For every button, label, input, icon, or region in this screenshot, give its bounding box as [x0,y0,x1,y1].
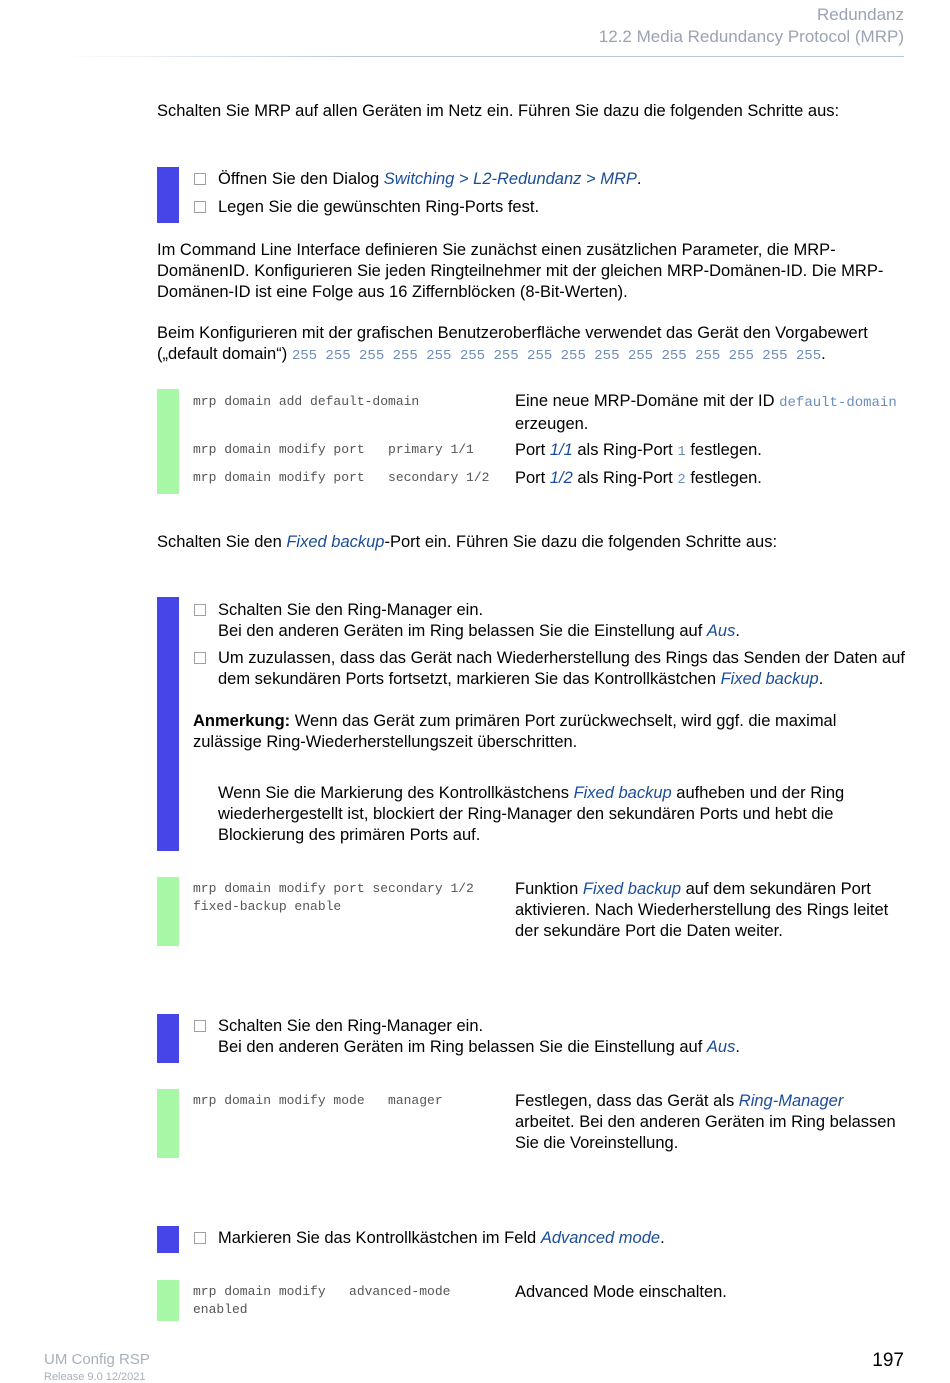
step-subtext: . [735,622,740,640]
header-rule [60,56,904,57]
desc-text: arbeitet. Bei den anderen Geräten im Ring belassen Sie die Voreinstellung. [515,1113,896,1152]
ui-path-link[interactable]: Switching > L2-Redundanz > MRP [383,170,637,188]
step-marker-bar [157,167,179,223]
port-ref: 1/2 [549,469,573,487]
step-item [193,1016,905,1058]
checkbox-icon [194,604,206,616]
command-description [515,879,907,942]
note-text: Wenn Sie die Markierung des Kontrollkästchens [218,784,574,802]
command-text: mrp domain modify mode manager [193,1093,443,1108]
footer-document-title: UM Config RSP [44,1351,150,1368]
desc-text: auf dem sekundären Port aktivieren. Nach Wiederherstellung des Rings leitet der sekundäre Port die Daten weiter. [515,880,889,940]
checkbox-icon [194,201,206,213]
command-marker-bar [157,877,179,946]
setting-value: Aus [706,1038,736,1056]
step-text: . [818,670,824,688]
desc-text: als Ring-Port [572,441,678,459]
command-description [515,391,907,435]
command-text: mrp domain modify port secondary 1/2 fixed-backup enable [193,881,474,914]
intro-paragraph: Schalten Sie MRP auf allen Geräten im Netz ein. Führen Sie dazu die folgenden Schritte aus: [157,102,840,120]
gui-text: Beim Konfigurieren mit der grafischen Benutzeroberfläche verwendet das Gerät den Vorgabewert („default domain“) [157,324,868,363]
step-marker-bar [157,1226,179,1253]
desc-text: festlegen. [685,469,762,487]
step-text: Öffnen Sie den Dialog [218,170,384,188]
gui-text: . [821,345,826,363]
desc-text: als Ring-Port [572,469,678,487]
checkbox-icon [194,652,206,664]
desc-text: Port [515,469,550,487]
domain-id-code: default-domain [779,395,897,411]
note-text: Wenn das Gerät zum primären Port zurückwechselt, wird ggf. die maximal zulässige Ring-Wiederherstellungszeit überschritten. [193,712,837,751]
fixed-backup-ref: Fixed backup [582,880,682,898]
checkbox-icon [194,173,206,185]
ring-manager-ref: Ring-Manager [738,1092,844,1110]
footer-release: Release 9.0 12/2021 [44,1371,146,1383]
header-section: 12.2 Media Redundancy Protocol (MRP) [598,27,904,46]
cli-paragraph: Im Command Line Interface definieren Sie zunächst einen zusätzlichen Parameter, die MRP-DomänenID. Konfigurieren Sie jeden Ringteilnehmer mit der gleichen MRP-Domänen-ID. Die MRP-Domänen-ID ist eine Folge aus 16 Ziffernblöcken (8-Bit-Werten). [157,241,884,301]
step-marker-bar [157,597,179,851]
intro-text: -Port ein. Führen Sie dazu die folgenden Schritte aus: [384,533,778,551]
command-description [515,468,907,491]
command-text: mrp domain modify port primary 1/1 [193,442,474,457]
desc-text: Port [515,441,550,459]
advanced-mode-ref: Advanced mode [540,1229,661,1247]
step-item [193,1228,905,1249]
step-text: . [660,1229,665,1247]
desc-text: erzeugen. [515,415,589,433]
port-ref: 1/1 [549,441,573,459]
desc-text: Festlegen, dass das Gerät als [515,1092,739,1110]
command-description: Advanced Mode einschalten. [515,1283,727,1301]
step-text: Markieren Sie das Kontrollkästchen im Feld [218,1229,541,1247]
ring-port-code: 2 [677,472,686,488]
step-text [218,621,905,642]
fixed-backup-ref: Fixed backup [573,784,672,802]
step-item [193,169,905,190]
command-marker-bar [157,1089,179,1158]
command-description [515,1091,907,1154]
step-text [218,1037,905,1058]
command-text: mrp domain modify port secondary 1/2 [193,470,490,485]
header-chapter: Redundanz [817,5,904,24]
default-domain-value: 255 255 255 255 255 255 255 255 255 255 255 255 255 255 255 255 [291,348,822,364]
fixed-backup-ref: Fixed backup [286,533,385,551]
gui-paragraph [157,323,905,367]
ring-port-code: 1 [677,444,686,460]
desc-text: Funktion [515,880,583,898]
note-detail-paragraph [218,783,905,846]
step-text: Legen Sie die gewünschten Ring-Ports fest. [218,198,540,216]
step-marker-bar [157,1014,179,1063]
desc-text: festlegen. [685,441,762,459]
command-text: mrp domain add default-domain [193,394,420,409]
step-item [193,648,905,690]
command-marker-bar [157,1280,179,1321]
step-subtext: Bei den anderen Geräten im Ring belassen Sie die Einstellung auf [218,622,707,640]
setting-value: Aus [706,622,736,640]
step-text: Schalten Sie den Ring-Manager ein. [218,601,484,619]
desc-text: Eine neue MRP-Domäne mit der ID [515,392,780,410]
step-item [193,600,905,642]
command-description [515,440,907,463]
step-text: Schalten Sie den Ring-Manager ein. [218,1017,484,1035]
note-paragraph [193,711,905,753]
page-number: 197 [872,1350,904,1371]
step-item [193,197,905,218]
step-subtext: . [735,1038,740,1056]
checkbox-icon [194,1232,206,1244]
step-subtext: Bei den anderen Geräten im Ring belassen Sie die Einstellung auf [218,1038,707,1056]
command-marker-bar [157,389,179,494]
command-text: mrp domain modify advanced-mode enabled [193,1284,451,1317]
fixed-backup-intro [157,532,905,553]
note-text: aufheben und der Ring wiederhergestellt ist, blockiert der Ring-Manager den sekundären Ports und hebt die Blockierung des primären Ports auf. [218,784,845,844]
intro-text: Schalten Sie den [157,533,287,551]
checkbox-icon [194,1020,206,1032]
step-text: Um zuzulassen, dass das Gerät nach Wiederherstellung des Rings das Senden der Daten auf dem sekundären Ports fortsetzt, markieren Sie das Kontrollkästchen [218,649,905,688]
checkbox-label-ref: Fixed backup [720,670,819,688]
step-text: . [636,170,642,188]
note-label: Anmerkung: [193,712,291,730]
